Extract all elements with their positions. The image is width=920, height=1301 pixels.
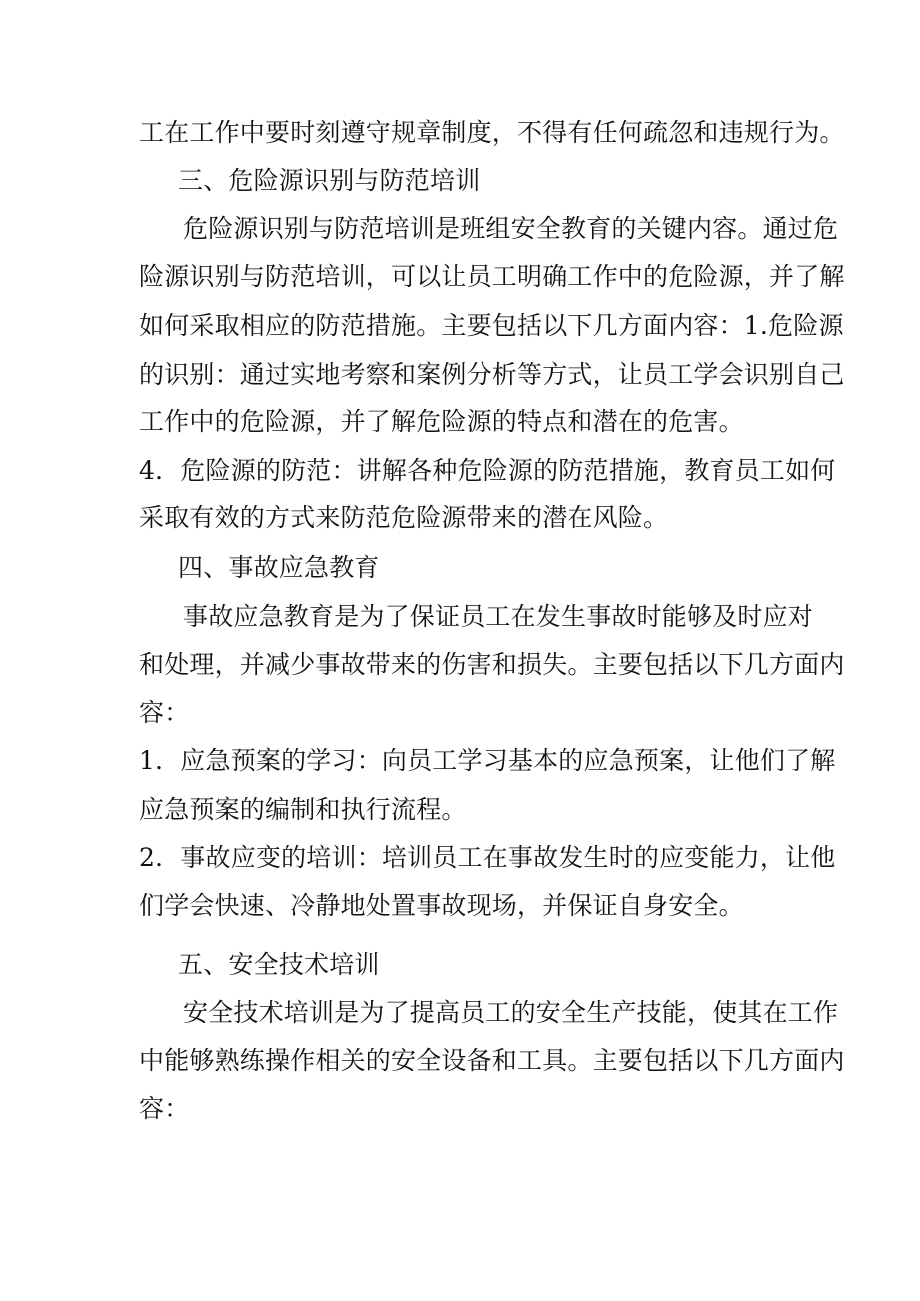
paragraph-line: 容：	[139, 698, 190, 727]
section-heading: 三、危险源识别与防范培训	[178, 166, 481, 195]
paragraph-line: 容：	[139, 1094, 190, 1123]
list-item: 4．危险源的防范：讲解各种危险源的防范措施，教育员工如何	[139, 456, 836, 485]
paragraph-line: 采取有效的方式来防范危险源带来的潜在风险。	[139, 503, 669, 532]
paragraph-line: 险源识别与防范培训，可以让员工明确工作中的危险源，并了解	[139, 262, 845, 291]
section-heading: 五、安全技术培训	[178, 950, 380, 979]
paragraph-line: 危险源识别与防范培训是班组安全教育的关键内容。通过危	[183, 214, 839, 243]
paragraph-line: 和处理，并减少事故带来的伤害和损失。主要包括以下几方面内	[139, 650, 845, 679]
paragraph-line: 中能够熟练操作相关的安全设备和工具。主要包括以下几方面内	[139, 1046, 845, 1075]
list-item: 2．事故应变的培训：培训员工在事故发生时的应变能力，让他	[139, 843, 836, 872]
list-item: 1．应急预案的学习：向员工学习基本的应急预案，让他们了解	[139, 746, 836, 775]
section-heading: 四、事故应急教育	[178, 553, 380, 582]
paragraph-line: 安全技术培训是为了提高员工的安全生产技能，使其在工作	[183, 998, 839, 1027]
paragraph-line: 们学会快速、冷静地处置事故现场，并保证自身安全。	[139, 891, 744, 920]
paragraph-line: 工在工作中要时刻遵守规章制度，不得有任何疏忽和违规行为。	[139, 118, 845, 147]
paragraph-line: 应急预案的编制和执行流程。	[139, 795, 467, 824]
paragraph-line: 的识别：通过实地考察和案例分析等方式，让员工学会识别自己	[139, 360, 845, 389]
paragraph-line: 事故应急教育是为了保证员工在发生事故时能够及时应对	[183, 602, 814, 631]
paragraph-line: 工作中的危险源，并了解危险源的特点和潜在的危害。	[139, 407, 744, 436]
paragraph-line: 如何采取相应的防范措施。主要包括以下几方面内容：1.危险源	[139, 311, 844, 340]
